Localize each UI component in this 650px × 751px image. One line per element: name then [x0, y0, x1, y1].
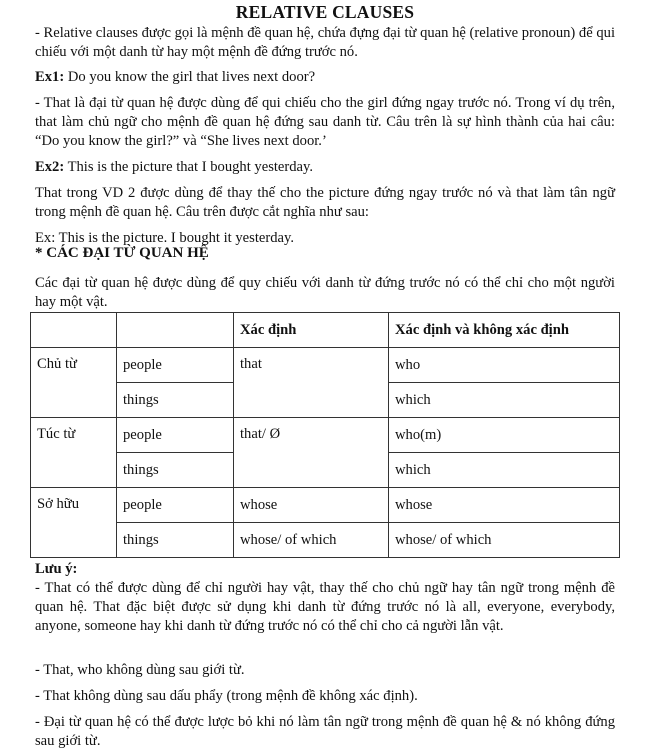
defining-cell: whose/ of which [234, 523, 389, 558]
type-cell: things [117, 453, 234, 488]
table-row [31, 348, 620, 383]
example-1-label: Ex1: [35, 69, 65, 85]
both-cell: who(m) [389, 418, 620, 453]
example-2 [35, 158, 615, 177]
both-cell: whose/ of which [389, 523, 620, 558]
note-item: - Đại từ quan hệ có thể được lược bỏ khi nó làm tân ngữ trong mệnh đề quan hệ & nó không đứng sau giới từ. [35, 714, 615, 749]
note-item: - That, who không dùng sau giới từ. [35, 662, 245, 678]
table-row [31, 418, 620, 453]
table-cell-empty [31, 313, 117, 348]
section-heading: * CÁC ĐẠI TỪ QUAN HỆ [35, 245, 209, 261]
example-1-sentence: Do you know the girl that lives next door? [64, 69, 316, 85]
example-1-explanation: - That là đại từ quan hệ được dùng để qui chiếu cho the girl đứng ngay trước nó. Trong ví dụ trên, that làm chủ ngữ cho mệnh đề quan hệ đứng sau danh từ. Câu trên là sự hình thành của hai câu: “Do you know the girl?” và “She lives next door.’ [35, 95, 615, 149]
example-2-restatement: Ex: This is the picture. I bought it yesterday. [35, 230, 294, 246]
type-cell: people [117, 348, 234, 383]
type-cell: things [117, 523, 234, 558]
defining-cell: that [234, 348, 389, 418]
both-cell: which [389, 383, 620, 418]
table-header-row [31, 313, 620, 348]
table-row [31, 523, 620, 558]
example-2-explanation: That trong VD 2 được dùng để thay thế cho the picture đứng ngay trước nó và that làm tân ngữ trong mệnh đề quan hệ. Câu trên được cắt nghĩa như sau: [35, 185, 615, 220]
example-1 [35, 68, 615, 87]
example-2-sentence: This is the picture that I bought yesterday. [64, 159, 314, 175]
example-2-label: Ex2: [35, 159, 65, 175]
role-cell: Chủ từ [31, 348, 117, 418]
both-cell: which [389, 453, 620, 488]
header-defining: Xác định [234, 313, 389, 348]
note-item: - That có thể được dùng để chỉ người hay vật, thay thế cho chủ ngữ hay tân ngữ trong mệnh đề quan hệ. That đặc biệt được sử dụng khi danh từ đứng trước nó là all, everyone, everybody, anyone, someone hay khi danh từ đứng trước nó có thể chỉ cho cả người lẫn vật. [35, 580, 615, 634]
note-item: - That không dùng sau dấu phẩy (trong mệnh đề không xác định). [35, 688, 418, 704]
defining-cell: whose [234, 488, 389, 523]
header-defining-and-non-defining: Xác định và không xác định [389, 313, 620, 348]
role-cell: Sở hữu [31, 488, 117, 558]
table-row [31, 488, 620, 523]
type-cell: things [117, 383, 234, 418]
page-title: RELATIVE CLAUSES [235, 2, 415, 22]
role-cell: Túc từ [31, 418, 117, 488]
defining-cell: that/ Ø [234, 418, 389, 488]
relative-pronoun-table [30, 312, 620, 558]
section-intro: Các đại từ quan hệ được dùng để quy chiếu với danh từ đứng trước nó có thể chỉ cho một người hay một vật. [35, 275, 615, 310]
table-cell-empty [117, 313, 234, 348]
both-cell: who [389, 348, 620, 383]
type-cell: people [117, 418, 234, 453]
intro-paragraph: - Relative clauses được gọi là mệnh đề quan hệ, chứa đựng đại từ quan hệ (relative pronoun) để qui chiếu với một danh từ hay một mệnh đề đứng trước nó. [35, 25, 615, 60]
type-cell: people [117, 488, 234, 523]
notes-label: Lưu ý: [35, 561, 78, 577]
both-cell: whose [389, 488, 620, 523]
